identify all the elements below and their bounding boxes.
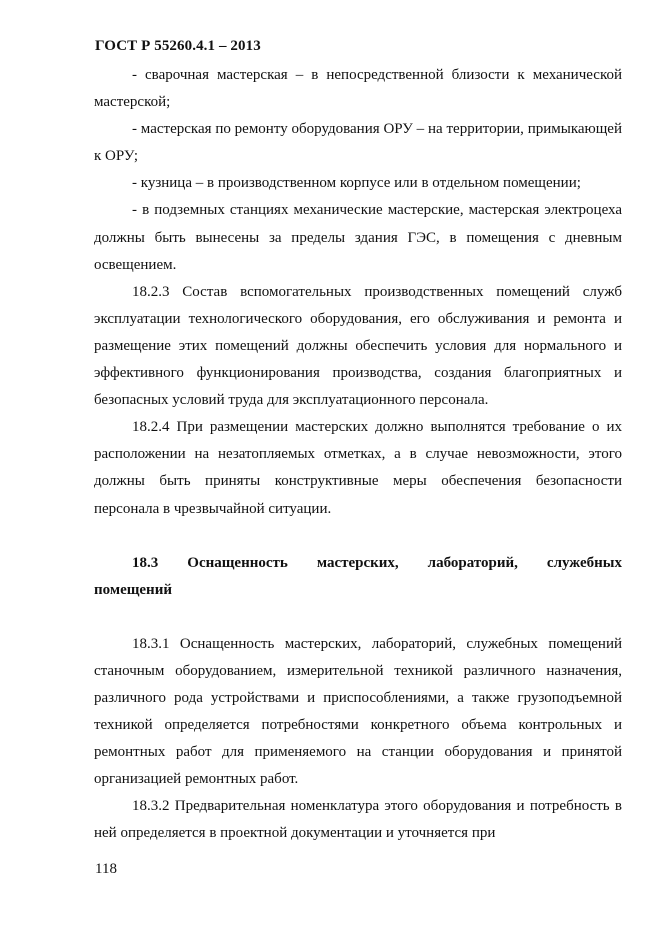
page-number: 118 (95, 861, 117, 877)
paragraph-18-2-4: 18.2.4 При размещении мастерских должно выполнятся требование о их расположении на незатопляемых отметках, а в случае невозможности, этого должны быть приняты конструктивные меры обеспечения безопасности персонала в чрезвычайной ситуации. (94, 419, 622, 517)
list-item-oru-workshop: - мастерская по ремонту оборудования ОРУ – на территории, примыкающей к ОРУ; (94, 121, 622, 165)
list-item-forge: - кузница – в производственном корпусе или в отдельном помещении; (132, 175, 581, 192)
paragraph-18-3-2: 18.3.2 Предварительная номенклатура этого оборудования и потребность в ней определяется в проектной документации и уточняется при (94, 798, 622, 842)
list-item-welding-workshop: - сварочная мастерская – в непосредственной близости к механической мастерской; (94, 67, 622, 111)
paragraph-18-3-1: 18.3.1 Оснащенность мастерских, лабораторий, служебных помещений станочным оборудованием, измерительной техникой различного назначения, различного рода устройствами и приспособлениями, а также грузоподъемной техникой определяется потребностями конкретного объема контрольных и ремонтных работ для применяемого на станции оборудования и принятой организацией ремонтных работ. (94, 635, 622, 788)
document-header: ГОСТ Р 55260.4.1 – 2013 (95, 38, 261, 54)
paragraph-18-2-3: 18.2.3 Состав вспомогательных производственных помещений служб эксплуатации технологического оборудования, его обслуживания и ремонта и размещение этих помещений должны обеспечить условия для нормального и эффективного функционирования производства, создания благоприятных и безопасных условий труда для эксплуатационного персонала. (94, 283, 622, 409)
document-body (94, 62, 626, 848)
section-heading-text: 18.3 Оснащенность мастерских, лабораторий, служебных помещений (94, 554, 626, 598)
section-heading-18-3 (94, 550, 626, 604)
list-item-underground-stations: - в подземных станциях механические мастерские, мастерская электроцеха должны быть вынесены за пределы здания ГЭС, в помещения с дневным освещением. (94, 202, 622, 273)
